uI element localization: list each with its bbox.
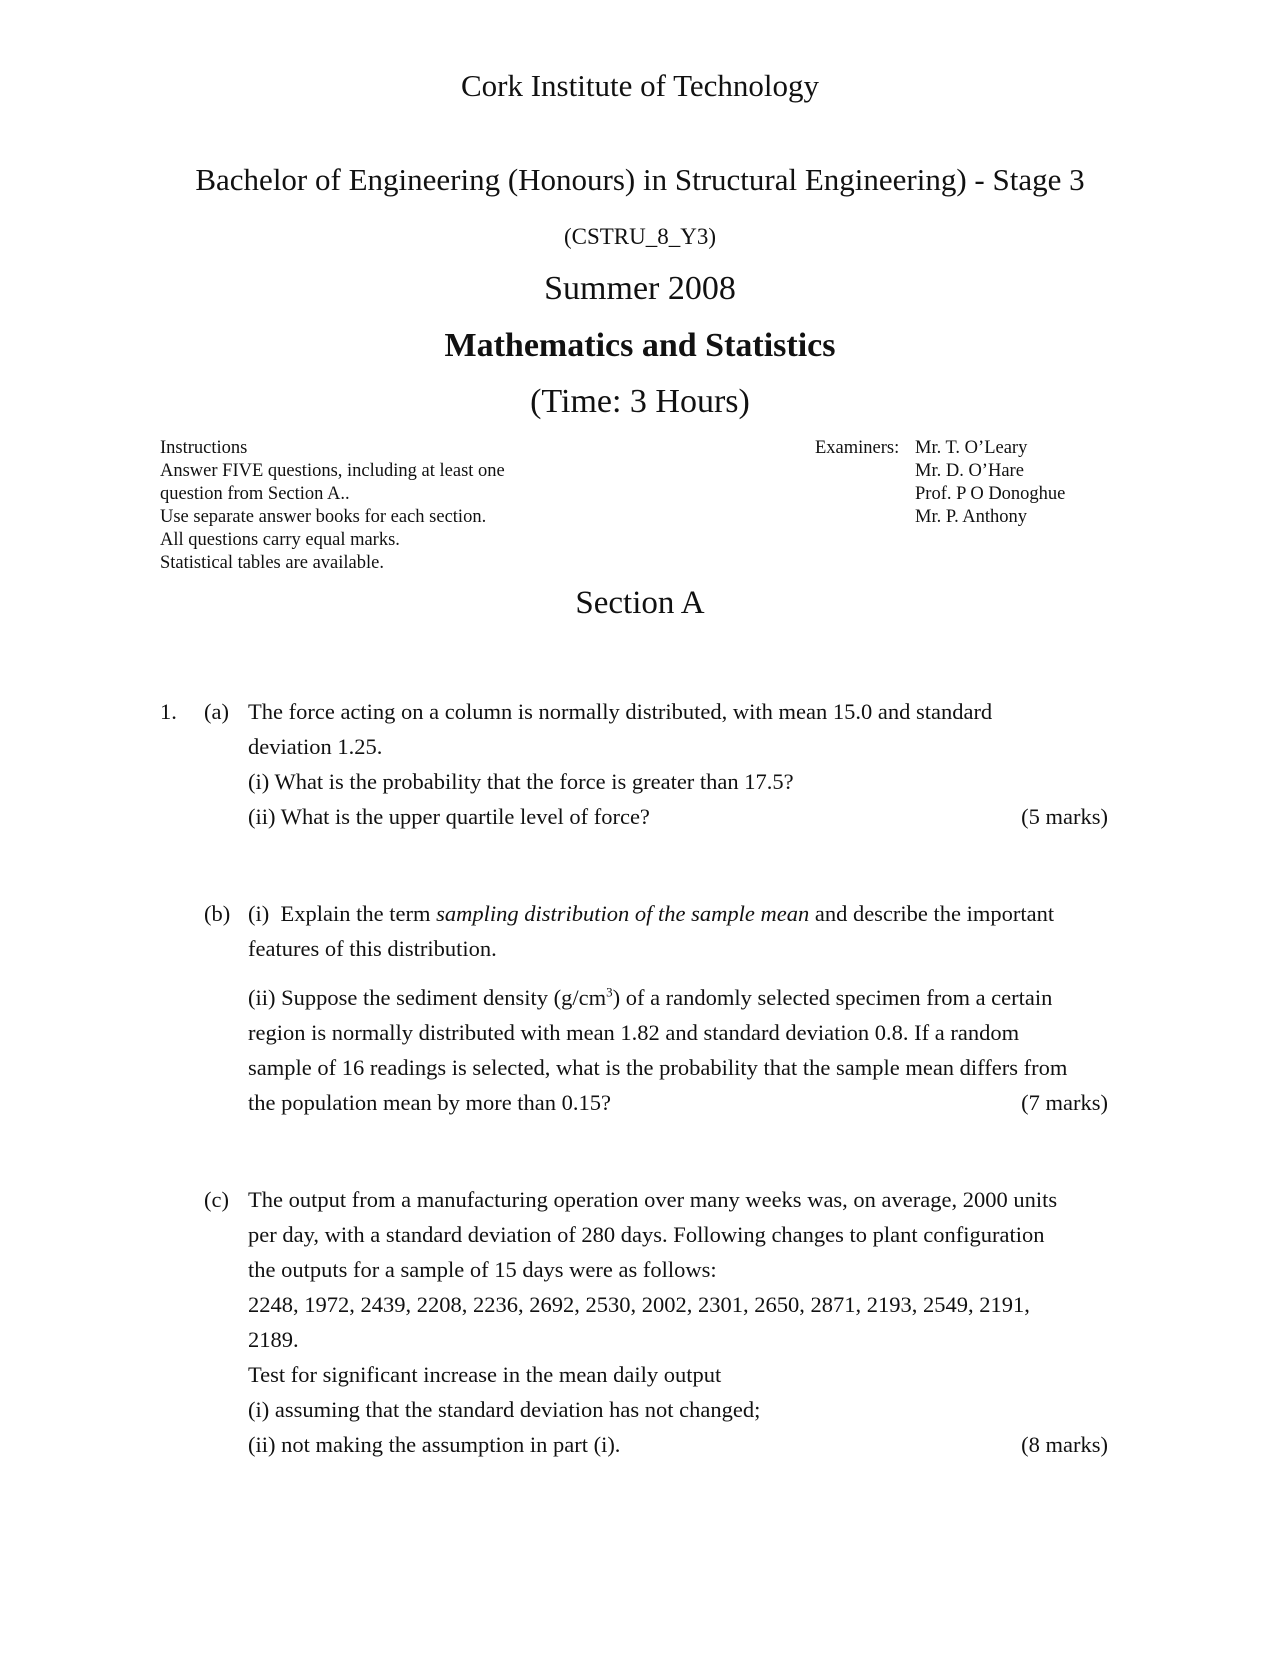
part-b-i-prefix: (i) Explain the term [248, 901, 437, 926]
part-a-marks: (5 marks) [1021, 804, 1108, 829]
part-c-sub-ii: (ii) not making the assumption in part (i). [248, 1432, 621, 1457]
examiner-name: Prof. P O Donoghue [915, 484, 1066, 504]
part-c-label: (c) [204, 1187, 229, 1212]
part-a-line: The force acting on a column is normally distributed, with mean 15.0 and standard [248, 699, 993, 724]
part-b-ii-line [248, 980, 1108, 1015]
part-b-ii-line4-row [248, 1085, 1108, 1120]
part-b-i-suffix: and describe the important [809, 901, 1055, 926]
instruction-line: Use separate answer books for each section. [160, 507, 487, 527]
programme-title: Bachelor of Engineering (Honours) in Structural Engineering) - Stage 3 [195, 162, 1085, 197]
part-c-line: Test for significant increase in the mean daily output [248, 1362, 722, 1387]
part-a-line: deviation 1.25. [248, 734, 383, 759]
part-c-body [248, 1182, 1108, 1462]
part-b-label: (b) [204, 901, 231, 926]
subject-title: Mathematics and Statistics [444, 327, 836, 364]
instruction-line: question from Section A.. [160, 484, 350, 504]
part-a-sub-ii-row [248, 799, 1108, 834]
instructions-block [160, 437, 720, 575]
examiners-list [915, 437, 1065, 529]
part-b-i-term: sampling distribution of the sample mean [436, 901, 810, 926]
part-c-line: The output from a manufacturing operation over many weeks was, on average, 2000 units [248, 1187, 1058, 1212]
instruction-line: All questions carry equal marks. [160, 530, 400, 550]
part-b-i-line [248, 896, 1108, 931]
part-b-ii-line3: sample of 16 readings is selected, what is the probability that the sample mean differs from [248, 1055, 1068, 1080]
part-a-body [248, 694, 1108, 834]
part-c-line: per day, with a standard deviation of 280 days. Following changes to plant configuration [248, 1222, 1045, 1247]
examiner-name: Mr. T. O’Leary [915, 438, 1028, 458]
part-c-sub-i: (i) assuming that the standard deviation has not changed; [248, 1397, 761, 1422]
instruction-line: Statistical tables are available. [160, 553, 384, 573]
part-b-i-line2: features of this distribution. [248, 936, 497, 961]
part-b-ii-line4: the population mean by more than 0.15? [248, 1090, 612, 1115]
instructions-heading: Instructions [160, 438, 248, 458]
part-a-sub-i: (i) What is the probability that the force is greater than 17.5? [248, 769, 794, 794]
part-b-body [248, 896, 1108, 1120]
part-b-ii-prefix: (ii) Suppose the sediment density (g/cm [248, 985, 607, 1010]
part-b-ii-suffix: ) of a randomly selected specimen from a certain [612, 985, 1053, 1010]
exam-term: Summer 2008 [544, 270, 736, 307]
part-b-marks: (7 marks) [1021, 1090, 1108, 1115]
part-c-data-line: 2189. [248, 1327, 299, 1352]
institution-title: Cork Institute of Technology [460, 68, 819, 103]
part-a-label: (a) [204, 699, 229, 724]
part-c-line: the outputs for a sample of 15 days were as follows: [248, 1257, 717, 1282]
section-title: Section A [575, 585, 705, 621]
instruction-line: Answer FIVE questions, including at least one [160, 461, 505, 481]
examiners-label: Examiners: [815, 438, 900, 458]
exam-duration: (Time: 3 Hours) [530, 383, 750, 420]
part-c-marks: (8 marks) [1021, 1432, 1108, 1457]
examiner-name: Mr. P. Anthony [915, 507, 1028, 527]
part-b-ii-sup: 3 [606, 984, 613, 1000]
part-b-ii-line2: region is normally distributed with mean 1.82 and standard deviation 0.8. If a random [248, 1020, 1020, 1045]
question-number: 1. [160, 699, 177, 724]
part-a-sub-ii: (ii) What is the upper quartile level of force? [248, 804, 650, 829]
examiner-name: Mr. D. O’Hare [915, 461, 1024, 481]
part-c-sub-ii-row [248, 1427, 1108, 1462]
course-code: (CSTRU_8_Y3) [563, 224, 717, 249]
part-c-data-line: 2248, 1972, 2439, 2208, 2236, 2692, 2530, 2002, 2301, 2650, 2871, 2193, 2549, 2191, [248, 1292, 1030, 1317]
